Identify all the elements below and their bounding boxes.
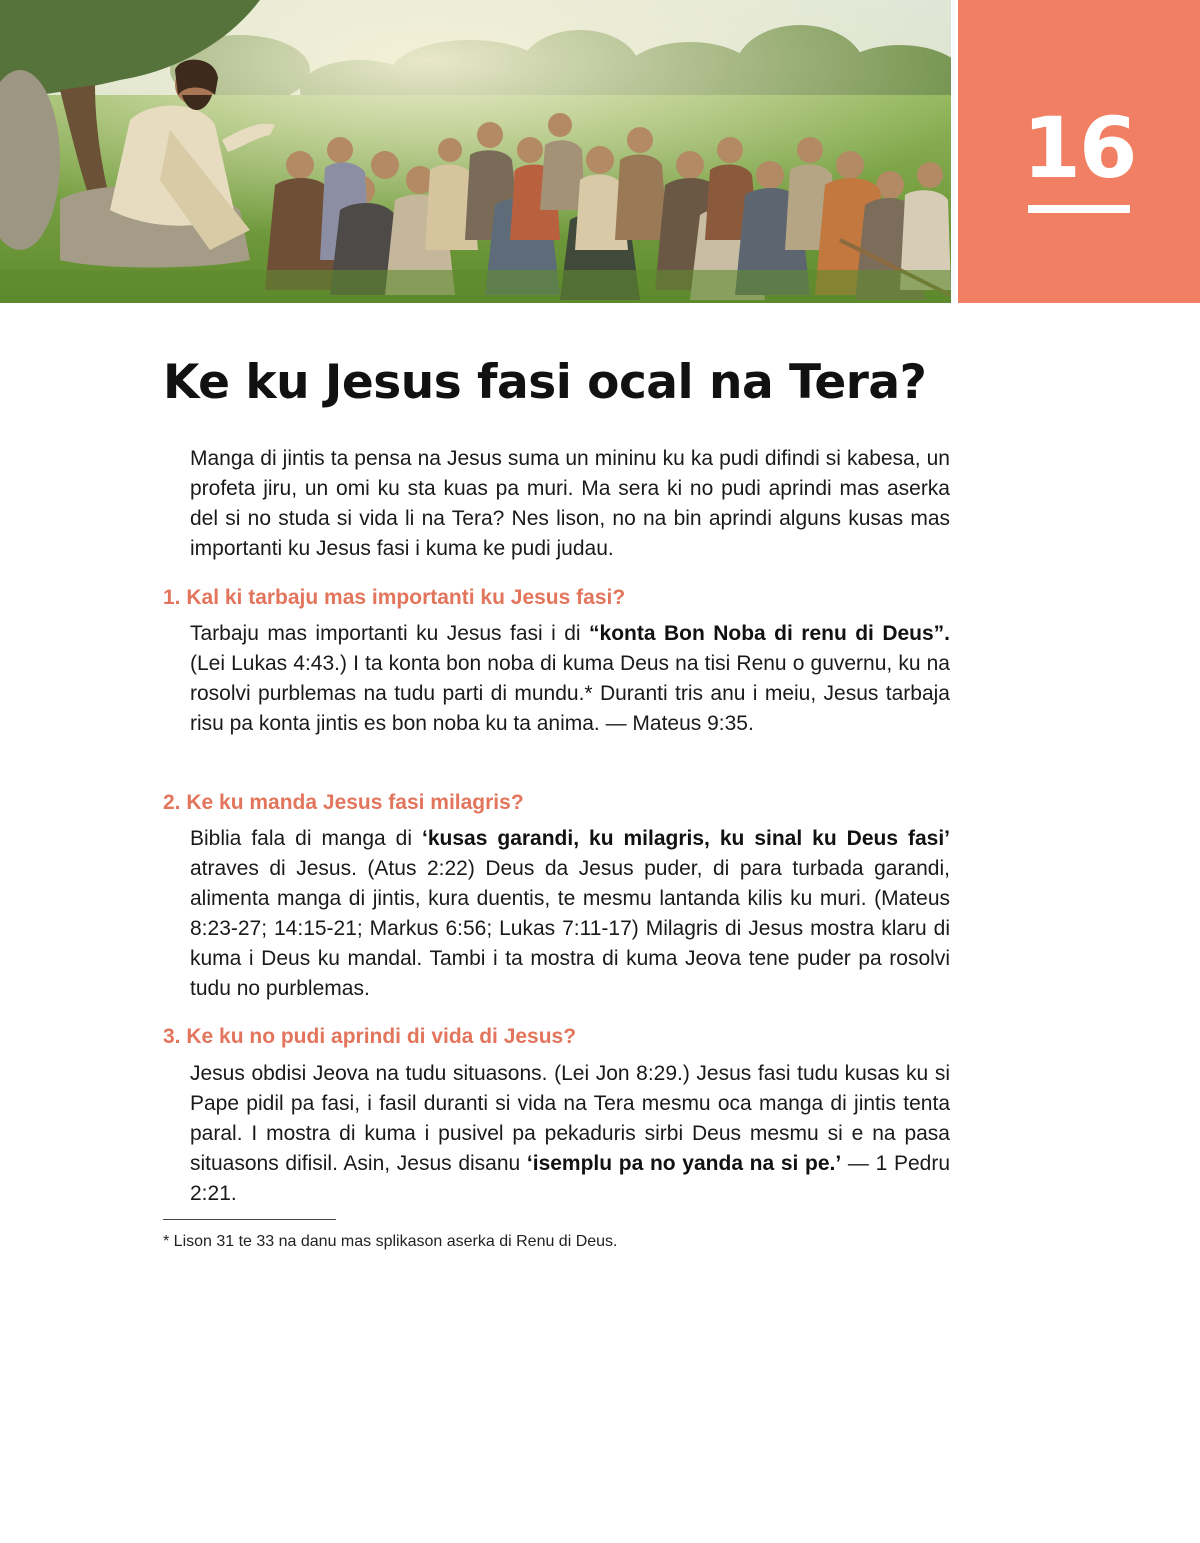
page-title: Ke ku Jesus fasi ocal na Tera?	[163, 355, 927, 410]
hero-illustration	[0, 0, 951, 303]
question-heading-3: 3. Ke ku no pudi aprindi di vida di Jesus?	[163, 1025, 577, 1048]
footnote: * Lison 31 te 33 na danu mas splikason aserka di Renu di Deus.	[163, 1233, 618, 1250]
answer-bold-quote: ‘isemplu pa no yanda na si pe.’	[526, 1152, 842, 1175]
answer-text: Biblia fala di manga di	[190, 827, 423, 850]
question-heading-1: 1. Kal ki tarbaju mas importanti ku Jesus fasi?	[163, 586, 626, 609]
answer-text: Jesus obdisi Jeova na tudu situasons. (Lei Jon 8:29.) Jesus fasi tudu kusas ku si Pape pidil pa fasi, i fasil duranti si vida na Tera mesmu oca manga di jintis tenta paral. I mostra di kuma i pusivel pa pekaduris sirbi Deus mesmu si e na pasa situasons difisil. Asin, Jesus disanu	[190, 1062, 950, 1175]
answer-bold-quote: “konta Bon Noba di renu di Deus”.	[589, 622, 951, 645]
lesson-number-underline	[1028, 205, 1130, 213]
answer-paragraph-2	[190, 824, 950, 1004]
jesus-teaching-crowd-image	[0, 0, 951, 303]
answer-text: — 1 Pedru 2:21.	[190, 1152, 950, 1205]
intro-paragraph: Manga di jintis ta pensa na Jesus suma un mininu ku ka pudi difindi si kabesa, un profeta jiru, un omi ku sta kuas pa muri. Ma sera ki no pudi aprindi mas aserka del si no studa si vida li na Tera? Nes lison, no na bin aprindi alguns kusas mas importanti ku Jesus fasi i kuma ke pudi judau.	[190, 447, 950, 560]
answer-paragraph-1	[190, 619, 950, 739]
answer-text: Tarbaju mas importanti ku Jesus fasi i di	[190, 622, 590, 645]
answer-paragraph-3	[190, 1059, 950, 1209]
answer-text: (Lei Lukas 4:43.) I ta konta bon noba di kuma Deus na tisi Renu o guvernu, ku na rosolvi purblemas na tudu parti di mundu.* Duranti tris anu i meiu, Jesus tarbaja risu pa konta jintis es bon noba ku ta anima. — Mateus 9:35.	[190, 652, 950, 735]
lesson-number: 16	[1022, 99, 1136, 197]
footnote-divider	[163, 1219, 336, 1220]
question-heading-2: 2. Ke ku manda Jesus fasi milagris?	[163, 791, 524, 814]
lesson-number-box	[958, 0, 1200, 303]
answer-text: atraves di Jesus. (Atus 2:22) Deus da Jesus puder, di para turbada garandi, alimenta manga di jintis, kura duentis, te mesmu lantanda kilis ku muri. (Mateus 8:23-27; 14:15-21; Markus 6:56; Lukas 7:11-17) Milagris di Jesus mostra klaru di kuma i Deus ku mandal. Tambi i ta mostra di kuma Jeova tene puder pa rosolvi tudu no purblemas.	[190, 857, 950, 1000]
answer-bold-quote: ‘kusas garandi, ku milagris, ku sinal ku Deus fasi’	[422, 827, 951, 850]
